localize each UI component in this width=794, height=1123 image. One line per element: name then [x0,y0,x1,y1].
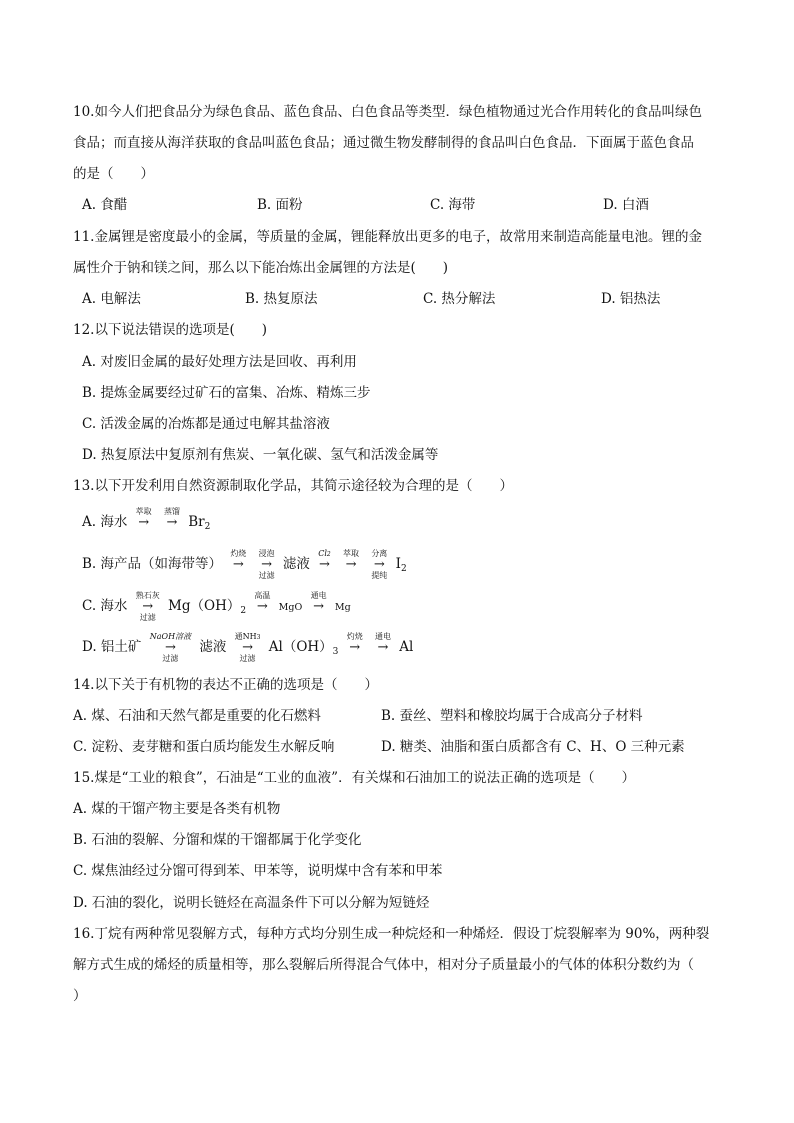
arrow-icon: → [349,639,361,655]
arrow-icon: → [166,514,178,530]
q11-option-a: A. 电解法 [82,291,141,307]
q14-option-b: B. 蚕丝、塑料和橡胶均属于合成高分子材料 [381,708,643,724]
q11-option-b: B. 热复原法 [245,291,318,307]
q12-option-d: D. 热复原法中复原剂有焦炭、一氧化碳、氢气和活泼金属等 [82,447,439,463]
q13-d-arrow-4: 通电 → [375,631,391,655]
q13-option-d [82,631,413,668]
q13-d-intermediate-2: $Al(OH)_3$ [268,639,339,657]
q13-a-arrow-2: 蒸馏 → [163,506,180,530]
q13-c-arrow-3: 通电 → [310,590,327,614]
arrow-icon: → [164,639,176,655]
q13-b-arrow-3: Cl2 → [318,548,331,572]
q11-option-d: D. 铝热法 [601,291,661,307]
q14-option-c: C. 淀粉、麦芽糖和蛋白质均能发生水解反响 [73,739,335,755]
arrow-icon: → [373,556,385,572]
q13-c-intermediate-2: MgO [278,602,303,613]
q13-b-arrow-5: 分离 → 提纯 [371,548,388,580]
q13-b-label: B. 海产品（如海带等） [82,556,223,572]
q13-b-arrow-1: 灼烧 → [230,548,247,572]
q13-a-label: A. 海水 [82,514,128,530]
q15-option-c: C. 煤焦油经过分馏可得到苯、甲苯等，说明煤中含有苯和甲苯 [73,863,443,879]
q10-option-b: B. 面粉 [257,197,303,213]
q11-line2: 属性介于钠和镁之间，那么以下能冶炼出金属锂的方法是( ) [73,260,449,276]
q13-b-intermediate: 滤液 [282,556,310,572]
arrow-icon: → [142,598,154,614]
arrow-icon: → [345,556,357,572]
q13-d-label: D. 铝土矿 [82,639,142,655]
q13-c-label: C. 海水 [82,598,128,614]
q16-line3: ） [73,988,87,1004]
q15-option-d: D. 石油的裂化，说明长链烃在高温条件下可以分解为短链烃 [73,895,430,911]
q13-b-arrow-2: 浸泡 → 过滤 [258,548,275,580]
arrow-icon: → [242,639,253,655]
q15-option-b: B. 石油的裂解、分馏和煤的干馏都属于化学变化 [73,832,362,848]
q13-d-product: Al [399,639,414,655]
q13-c-intermediate: $Mg(OH)_2$ [168,598,247,616]
q13-option-a [82,506,210,543]
q14-option-d: D. 糖类、油脂和蛋白质都含有 C、H、O 三种元素 [381,739,685,755]
q11-option-c: C. 热分解法 [423,291,496,307]
q12-option-b: B. 提炼金属要经过矿石的富集、冶炼、精炼三步 [82,385,371,401]
q10-line3: 的是（ ） [73,166,154,182]
q13-c-product: Mg [334,602,351,613]
arrow-icon: → [138,514,150,530]
q13-b-arrow-4: 萃取 → [343,548,360,572]
q10-option-a: A. 食醋 [82,197,128,213]
q13-d-arrow-3: 灼烧 → [346,631,363,655]
q10-option-d: D. 白酒 [603,197,649,213]
q13-d-arrow-1: NaOH溶液 → 过滤 [149,631,192,663]
q13-option-c [82,590,351,627]
q15-stem: 15.煤是“工业的粮食”，石油是“工业的血液”．有关煤和石油加工的说法正确的选项是（ ） [73,770,636,786]
q13-c-arrow-2: 高温 → [254,590,271,614]
q16-line1: 16.丁烷有两种常见裂解方式，每种方式均分别生成一种烷烃和一种烯烃．假设丁烷裂解率为 90%，两种裂 [73,926,710,942]
q13-b-product: $I_2$ [395,556,407,574]
q13-stem: 13.以下开发利用自然资源制取化学品，其简示途径较为合理的是（ ） [73,478,513,494]
q13-d-intermediate: 滤液 [199,639,227,655]
arrow-icon: → [313,598,325,614]
q13-d-arrow-2: 通NH3 → 过滤 [234,631,261,663]
arrow-icon: → [232,556,244,572]
arrow-icon: → [377,639,389,655]
arrow-icon: → [319,556,330,572]
q13-a-product: $Br_2$ [188,514,211,532]
q12-option-c: C. 活泼金属的冶炼都是通过电解其盐溶液 [82,416,330,432]
q11-line1: 11.金属锂是密度最小的金属，等质量的金属，锂能释放出更多的电子，故常用来制造高能量电池。锂的金 [73,229,702,245]
q12-stem: 12.以下说法错误的选项是( ) [73,322,268,338]
q15-option-a: A. 煤的干馏产物主要是各类有机物 [73,801,281,817]
arrow-icon: → [256,598,268,614]
q13-c-arrow-1: 熟石灰 → 过滤 [135,590,160,622]
arrow-icon: → [261,556,273,572]
q13-a-arrow-1: 萃取 → [135,506,152,530]
q14-option-a: A. 煤、石油和天然气都是重要的化石燃料 [73,708,321,724]
q10-line2: 食品；而直接从海洋获取的食品叫蓝色食品；通过微生物发酵制得的食品叫白色食品．下面属于蓝色食品 [73,135,694,151]
q10-line1: 10.如今人们把食品分为绿色食品、蓝色食品、白色食品等类型．绿色植物通过光合作用转化的食品叫绿色 [73,104,702,120]
q12-option-a: A. 对废旧金属的最好处理方法是回收、再利用 [82,354,357,370]
q14-stem: 14.以下关于有机物的表达不正确的选项是（ ） [73,677,378,693]
q10-option-c: C. 海带 [430,197,476,213]
q13-option-b [82,548,407,585]
q16-line2: 解方式生成的烯烃的质量相等，那么裂解后所得混合气体中，相对分子质量最小的气体的体积分数约为（ [73,957,694,973]
